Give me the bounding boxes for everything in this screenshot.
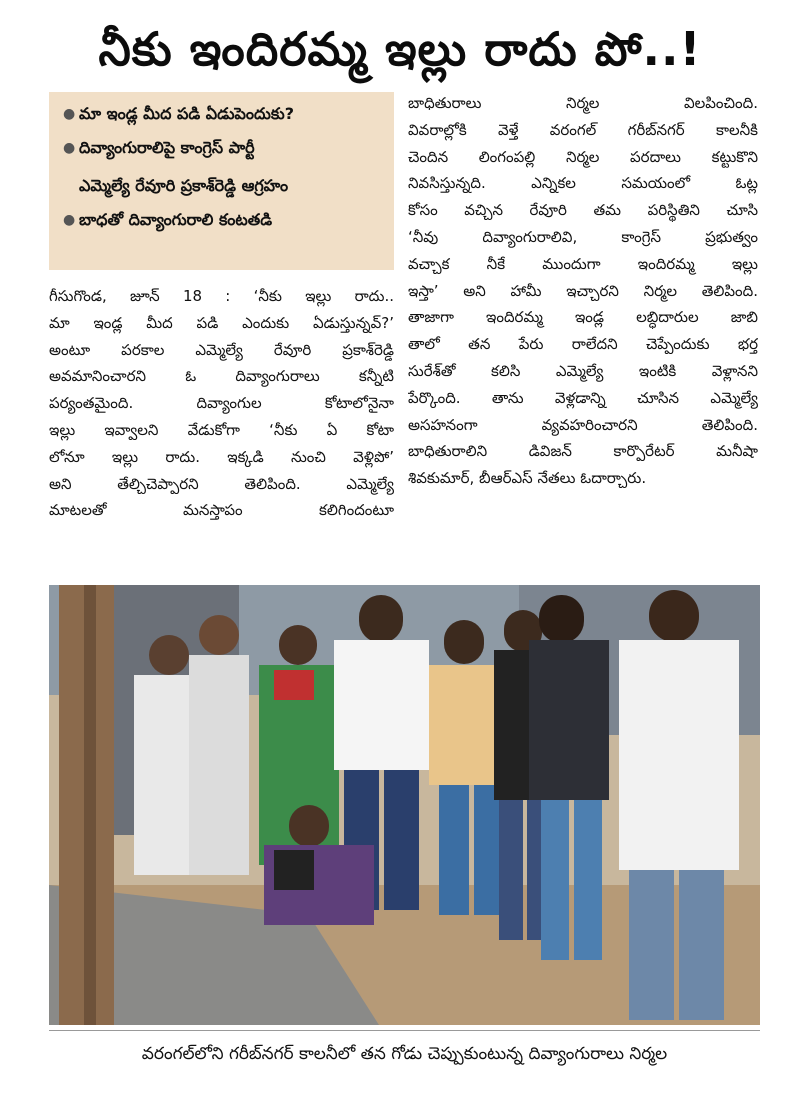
article-line: అంటూ పరకాల ఎమ్మెల్యే రేవూరి ప్రకాశ్‌రెడ్డి (49, 340, 394, 359)
article-line: చెందిన లింగంపల్లి నిర్మల పరదాలు కట్టుకొని (408, 147, 758, 166)
article-line: పేర్కొంది. తాను వెళ్లడాన్ని చూసిన ఎమ్మెల్యే (408, 388, 758, 407)
highlight-item (63, 210, 384, 230)
article-line: ‘నీవు దివ్యాంగురాలివి, కాంగ్రెస్ ప్రభుత్వం (408, 227, 758, 246)
article-line: బాధితురాలిని డివిజన్ కార్పొరేటర్ మనీషా (408, 442, 758, 461)
bullet-icon: ● (63, 140, 76, 156)
highlights-box (49, 92, 394, 270)
article-line: తాలో తన పేరు రాలేదని చెప్పేందుకు భర్త (408, 335, 758, 354)
article-line: మా ఇండ్ల మీద పడి ఎందుకు ఏడుస్తున్నవ్?’ (49, 313, 394, 332)
article-line: నివసిస్తున్నది. ఎన్నికల సమయంలో ఓట్ల (408, 174, 758, 193)
article-line: లోనూ ఇల్లు రాదు. ఇక్కడి నుంచి వెళ్లిపో’ (49, 447, 394, 466)
highlight-text: బాధతో దివ్యాంగురాలి కంటతడి (79, 210, 273, 229)
article-line: మాటలతో మనస్తాపం కలిగిందంటూ (49, 501, 394, 520)
article-line: అవమానించారని ఓ దివ్యాంగురాలు కన్నీటి (49, 367, 394, 386)
highlight-item (63, 104, 384, 124)
highlight-item (63, 138, 384, 196)
bullet-icon: ● (63, 106, 76, 122)
bullet-icon: ● (63, 212, 76, 228)
photo-caption: వరంగల్‌లోని గరీబ్‌నగర్ కాలనీలో తన గోడు చెప్పుకుంటున్న దివ్యాంగురాలు నిర్మల (141, 1044, 668, 1064)
article-line: శివకుమార్, బీఆర్‌ఎస్ నేతలు ఓదార్చారు. (408, 469, 647, 488)
highlight-text: ఎమ్మెల్యే రేవూరి ప్రకాశ్‌రెడ్డి ఆగ్రహం (79, 176, 289, 195)
news-photo (49, 585, 760, 1025)
headline: నీకు ఇందిరమ్మ ఇల్లు రాదు పో..! (98, 22, 702, 76)
article-line: అసహనంగా వ్యవహరించారని తెలిపింది. (408, 415, 758, 434)
article-left-column (49, 283, 394, 524)
article-line: వచ్చాక నీకే ముందుగా ఇందిరమ్మ ఇల్లు (408, 254, 758, 273)
article-line: తాజాగా ఇందిరమ్మ ఇండ్ల లబ్ధిదారుల జాబి (408, 308, 758, 327)
highlight-text: దివ్యాంగురాలిపై కాంగ్రెస్ పార్టీ (79, 138, 255, 157)
highlight-text: మా ఇండ్ల మీద పడి ఏడుపెందుకు? (79, 104, 295, 123)
photo-illustration (49, 585, 760, 1025)
caption-divider (49, 1030, 760, 1031)
article-line: బాధితురాలు నిర్మల విలపించింది. (408, 94, 758, 112)
article-line: ఇల్లు ఇవ్వాలని వేడుకోగా ‘నీకు ఏ కోటా (49, 420, 394, 439)
article-line: పర్యంతమైంది. దివ్యాంగుల కోటాలోనైనా (49, 394, 394, 413)
article-line: కోసం వచ్చిన రేవూరి తమ పరిస్థితిని చూసి (408, 201, 758, 220)
article-right-column (408, 90, 758, 492)
article-line: గీసుగొండ, జూన్ 18 : ‘నీకు ఇల్లు రాదు.. (49, 287, 394, 305)
article-line: ఇస్తా’ అని హామీ ఇచ్చారని నిర్మల తెలిపింది. (408, 281, 758, 300)
article-line: సురేశ్‌తో కలిసి ఎమ్మెల్యే ఇంటికి వెళ్లానని (408, 361, 758, 380)
article-line: అని తేల్చిచెప్పారని తెలిపింది. ఎమ్మెల్యే (49, 474, 394, 493)
article-line: వివరాల్లోకి వెళ్తే వరంగల్ గరీబ్‌నగర్ కాలనీకి (408, 120, 758, 139)
